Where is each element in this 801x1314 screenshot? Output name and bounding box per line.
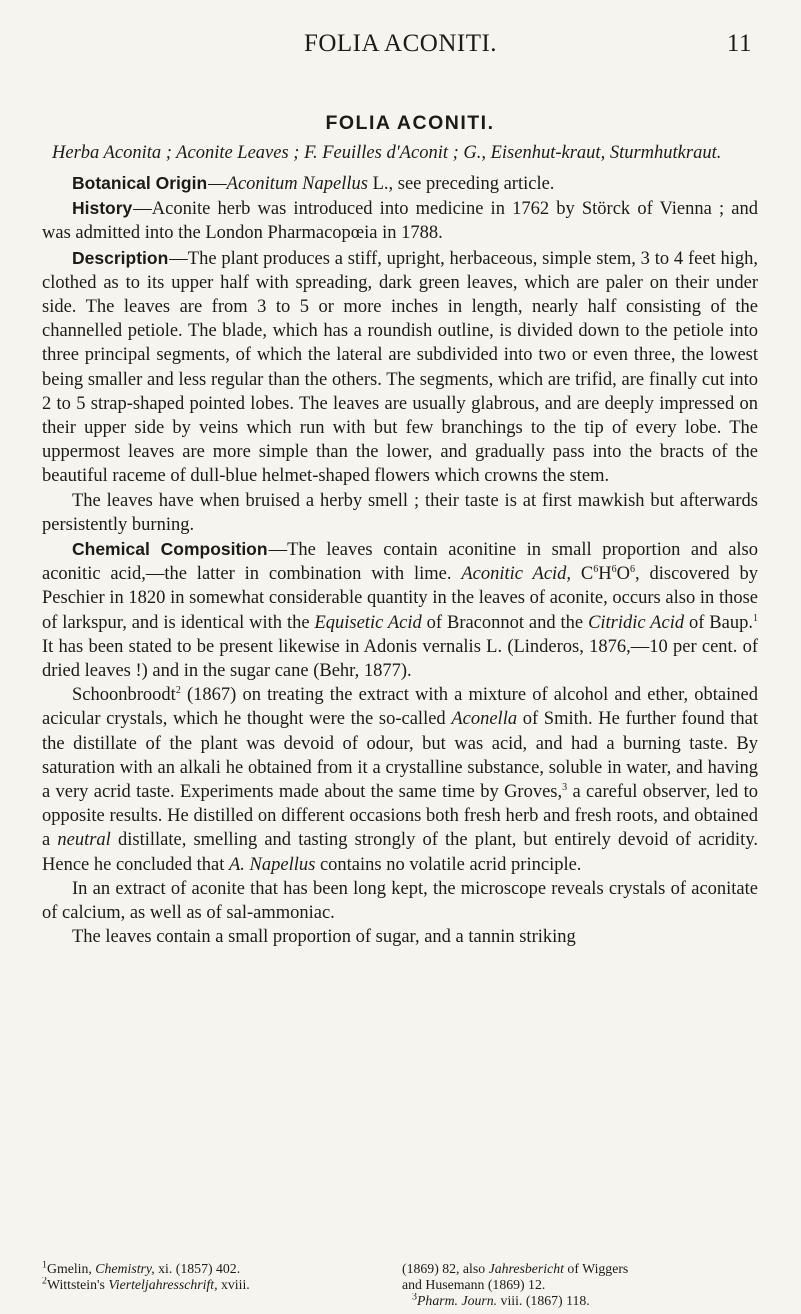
formula-c: C — [571, 564, 594, 585]
footnote-ref-2: 2 — [175, 685, 181, 697]
formula-c-count: 6 — [593, 564, 599, 576]
extract-paragraph: In an extract of aconite that has been long kept, the microscope reveals crystals of aconitate of calcium, as well as of sal-ammoniac. — [42, 878, 758, 924]
synonyms-line: Herba Aconita ; Aconite Leaves ; F. Feuilles d'Aconit ; G., Eisenhut-kraut, Sturmhutkraut. — [52, 143, 722, 163]
aconitic-acid-name: Aconitic Acid, — [461, 564, 572, 585]
schoonbroodt-text-d: a careful observer, led to opposite results. He distilled on different occasions both fresh herb and fresh roots, and obtained a — [42, 782, 758, 851]
footnote-2-title: Vierteljahresschrift, — [108, 1277, 218, 1292]
formula-o: O — [616, 564, 631, 585]
footnote-2 — [42, 1277, 390, 1293]
schoonbroodt-paragraph — [42, 683, 758, 877]
chemical-composition-paragraph — [42, 537, 758, 683]
schoonbroodt-name: Schoonbroodt — [72, 685, 176, 706]
footnote-cont-title: Jahresbericht — [488, 1261, 564, 1276]
description-heading: Description — [72, 247, 169, 268]
chemical-text-b: , discovered by Peschier in 1820 in somewhat considerable quantity in the leaves of aconite, occurs also in those of larkspur, and is identical with the — [42, 564, 758, 633]
footnote-spacer — [42, 1293, 390, 1309]
footnote-2-continuation-line: and Husemann (1869) 12. — [402, 1277, 546, 1292]
footnote-1 — [42, 1261, 390, 1277]
chemical-text-e: It has been stated to be present likewise in Adonis vernalis L. (Linderos, 1876,—10 per cent. of dried leaves !) and in the sugar cane (Behr, 1877). — [42, 636, 758, 682]
botanical-dash: — — [208, 174, 227, 194]
formula-o-count: 6 — [630, 564, 636, 576]
aconella-name: Aconella — [451, 709, 518, 730]
footnote-grid — [42, 1261, 758, 1309]
footnote-ref-3: 3 — [562, 781, 568, 793]
description-taste-paragraph: The leaves have when bruised a herby smell ; their taste is at first mawkish but afterwards persistently burning. — [42, 490, 758, 535]
footnote-2-author: Wittstein's — [47, 1277, 109, 1292]
section-heading: FOLIA ACONITI. — [325, 112, 495, 134]
footnote-3 — [390, 1293, 758, 1309]
equisetic-acid-name: Equisetic Acid — [314, 612, 422, 633]
chemical-composition-heading: Chemical Composition — [72, 539, 268, 560]
footnote-cont-text: (1869) 82, also — [402, 1261, 489, 1276]
citridic-acid-name: Citridic Acid — [588, 612, 685, 633]
botanical-origin-paragraph — [42, 171, 758, 196]
schoonbroodt-text-c: of Smith. He further found that the distillate of the plant was devoid of odour, but was acid, and had a burning taste. By saturation with an alkali he obtained from it a crystalline substance, soluble in water, and having a very acrid taste. Experiments made about the same time by Groves, — [42, 709, 758, 803]
footnote-3-title: Pharm. Journ. — [417, 1293, 498, 1308]
history-text: —Aconite herb was introduced into medicine in 1762 by Störck of Vienna ; and was admitted into the London Pharmacopœia in 1788. — [42, 199, 758, 244]
footnote-2-mark: 2 — [42, 1277, 47, 1287]
chemical-text-d: of Baup. — [684, 612, 753, 633]
footnote-3-rest: viii. (1867) 118. — [497, 1293, 590, 1308]
article-body — [42, 112, 758, 950]
formula-h: H — [598, 564, 612, 585]
schoonbroodt-text-b: (1867) on treating the extract with a mixture of alcohol and ether, obtained acicular crystals, which he thought were the so-called — [42, 685, 758, 730]
neutral-word: neutral — [57, 830, 111, 851]
page-number: 11 — [726, 30, 752, 57]
footnote-1-author: Gmelin, — [47, 1261, 96, 1276]
footnote-ref-1: 1 — [752, 612, 758, 624]
running-header — [0, 30, 801, 70]
schoonbroodt-text-f: contains no volatile acrid principle. — [315, 854, 582, 875]
history-heading: History — [72, 198, 133, 219]
footnote-1-mark: 1 — [42, 1261, 47, 1271]
footnote-cont-rest: of Wiggers — [563, 1261, 629, 1276]
footnote-2-rest: xviii. — [217, 1277, 250, 1292]
description-paragraph — [42, 246, 758, 489]
footnote-3-mark: 3 — [412, 1293, 417, 1303]
botanical-origin-heading: Botanical Origin — [72, 173, 208, 193]
footnote-2-continuation — [390, 1261, 758, 1277]
history-paragraph — [42, 196, 758, 245]
footnote-1-rest: xi. (1857) 402. — [154, 1261, 241, 1276]
running-title: FOLIA ACONITI. — [303, 30, 498, 57]
leaves-sugar-paragraph: The leaves contain a small proportion of sugar, and a tannin striking — [72, 927, 576, 948]
species-name: Aconitum Napellus — [226, 174, 368, 194]
chemical-text-c: of Braconnot and the — [421, 612, 589, 633]
a-napellus-name: A. Napellus — [228, 854, 316, 875]
footnotes — [42, 1261, 758, 1309]
botanical-origin-text: L., see preceding article. — [367, 174, 555, 194]
chemical-text-a: —The leaves contain aconitine in small proportion and also aconitic acid,—the latter in combination with lime. — [42, 540, 758, 585]
schoonbroodt-text-e: distillate, smelling and tasting strongly of the plant, but entirely devoid of acridity. Hence he concluded that — [42, 830, 758, 875]
formula-h-count: 6 — [611, 564, 617, 576]
description-text: —The plant produces a stiff, upright, herbaceous, simple stem, 3 to 4 feet high, clothed as to its upper half with spreading, dark green leaves, which are paler on their under side. The leaves are from 3 to 5 or more inches in length, nearly half consisting of the channelled petiole. The blade, which has a roundish outline, is divided down to the petiole into three principal segments, of which the lateral are subdivided into two or even three, the lowest being smaller and less regular than the others. The segments, which are trifid, are finally cut into 2 to 5 strap-shaped pointed lobes. The leaves are usually glabrous, and are deeply impressed on their upper side by veins which run with but few branchings to the tip of every lobe. The uppermost leaves are more simple than the lower, and gradually pass into the bracts of the beautiful raceme of dull-blue helmet-shaped flowers which crowns the stem. — [42, 248, 758, 487]
footnote-1-title: Chemistry, — [95, 1261, 155, 1276]
